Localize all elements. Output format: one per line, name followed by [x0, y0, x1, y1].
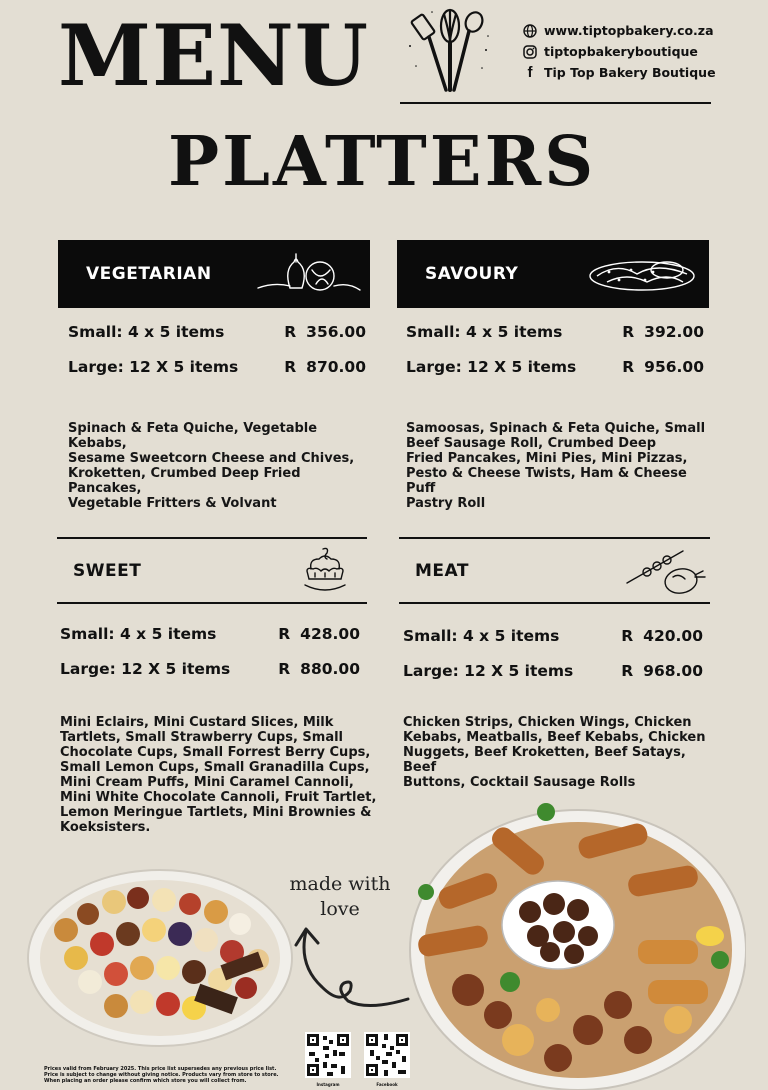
sweet-platter-image — [26, 840, 294, 1050]
savoury-pastry-icon — [587, 254, 697, 294]
platters-title: PLATTERS — [168, 122, 597, 202]
vegetarian-small-row: Small: 4 x 5 items R 356.00 — [68, 323, 366, 341]
whisk-spatula-icon — [402, 6, 494, 96]
instagram-link[interactable]: tiptopbakeryboutique — [522, 41, 716, 62]
sweet-large-row: Large: 12 X 5 items R 880.00 — [60, 660, 360, 678]
meat-title: MEAT — [415, 560, 469, 581]
meat-platter-image — [398, 800, 746, 1090]
facebook-icon: f — [527, 64, 533, 81]
made-with-love-tagline: made with love — [289, 873, 391, 920]
savoury-title: SAVOURY — [425, 264, 519, 284]
savoury-large-row: Large: 12 X 5 items R 956.00 — [406, 358, 704, 376]
social-links — [522, 20, 716, 83]
vegetarian-header — [58, 240, 370, 308]
facebook-qr-code[interactable]: Facebook — [364, 1032, 410, 1087]
vegetables-icon — [256, 252, 362, 296]
meat-large-row: Large: 12 X 5 items R 968.00 — [403, 662, 703, 680]
instagram-qr-code[interactable]: Instagram — [305, 1032, 351, 1087]
sweet-title: SWEET — [73, 560, 142, 581]
meat-small-row: Small: 4 x 5 items R 420.00 — [403, 627, 703, 645]
menu-title: MENU — [58, 6, 370, 105]
instagram-icon — [522, 44, 538, 60]
savoury-header — [397, 240, 709, 308]
globe-icon — [522, 23, 538, 39]
vegetarian-items: Spinach & Feta Quiche, Vegetable Kebabs, Sesame Sweetcorn Cheese and Chives, Kroketten, Crumbed Deep Fried Pancakes, Vegetable Fritters & Volvant — [68, 421, 355, 511]
website-link[interactable]: www.tiptopbakery.co.za — [522, 20, 716, 41]
savoury-small-row: Small: 4 x 5 items R 392.00 — [406, 323, 704, 341]
price-validity-notice: Prices valid from February 2025. This price list supersedes any previous price list. Price is subject to change without giving notice. Products vary from store to store. When placing an order please confirm which store you will collect from. — [44, 1066, 279, 1084]
sweet-items: Mini Eclairs, Mini Custard Slices, Milk Tartlets, Small Strawberry Cups, Small Chocolate Cups, Small Forrest Berry Cups, Small Lemon Cups, Small Granadilla Cups, Mini Cream Puffs, Mini Caramel Cannoli, Mini White Chocolate Cannoli, Fruit Tartlet, Lemon Meringue Tartlets, Mini Brownies & Koeksisters. — [60, 715, 377, 835]
meat-header — [399, 537, 710, 604]
sweet-small-row: Small: 4 x 5 items R 428.00 — [60, 625, 360, 643]
kebab-drumstick-icon — [625, 547, 707, 595]
savoury-items: Samoosas, Spinach & Feta Quiche, Small Beef Sausage Roll, Crumbed Deep Fried Pancakes, Mini Pies, Mini Pizzas, Pesto & Cheese Twists, Ham & Cheese Puff Pastry Roll — [406, 421, 706, 511]
sweet-header — [57, 537, 367, 604]
qr-code-icon — [305, 1032, 351, 1078]
vegetarian-title: VEGETARIAN — [86, 264, 212, 284]
meat-items: Chicken Strips, Chicken Wings, Chicken Kebabs, Meatballs, Beef Kebabs, Chicken Nuggets, Beef Kroketten, Beef Satays, Beef Buttons, Cocktail Sausage Rolls — [403, 715, 706, 790]
facebook-link[interactable]: f Tip Top Bakery Boutique — [522, 62, 716, 83]
cupcake-icon — [301, 545, 349, 597]
vegetarian-large-row: Large: 12 X 5 items R 870.00 — [68, 358, 366, 376]
qr-code-icon — [364, 1032, 410, 1078]
header-divider — [400, 102, 711, 104]
curved-arrow-icon — [292, 925, 412, 1015]
